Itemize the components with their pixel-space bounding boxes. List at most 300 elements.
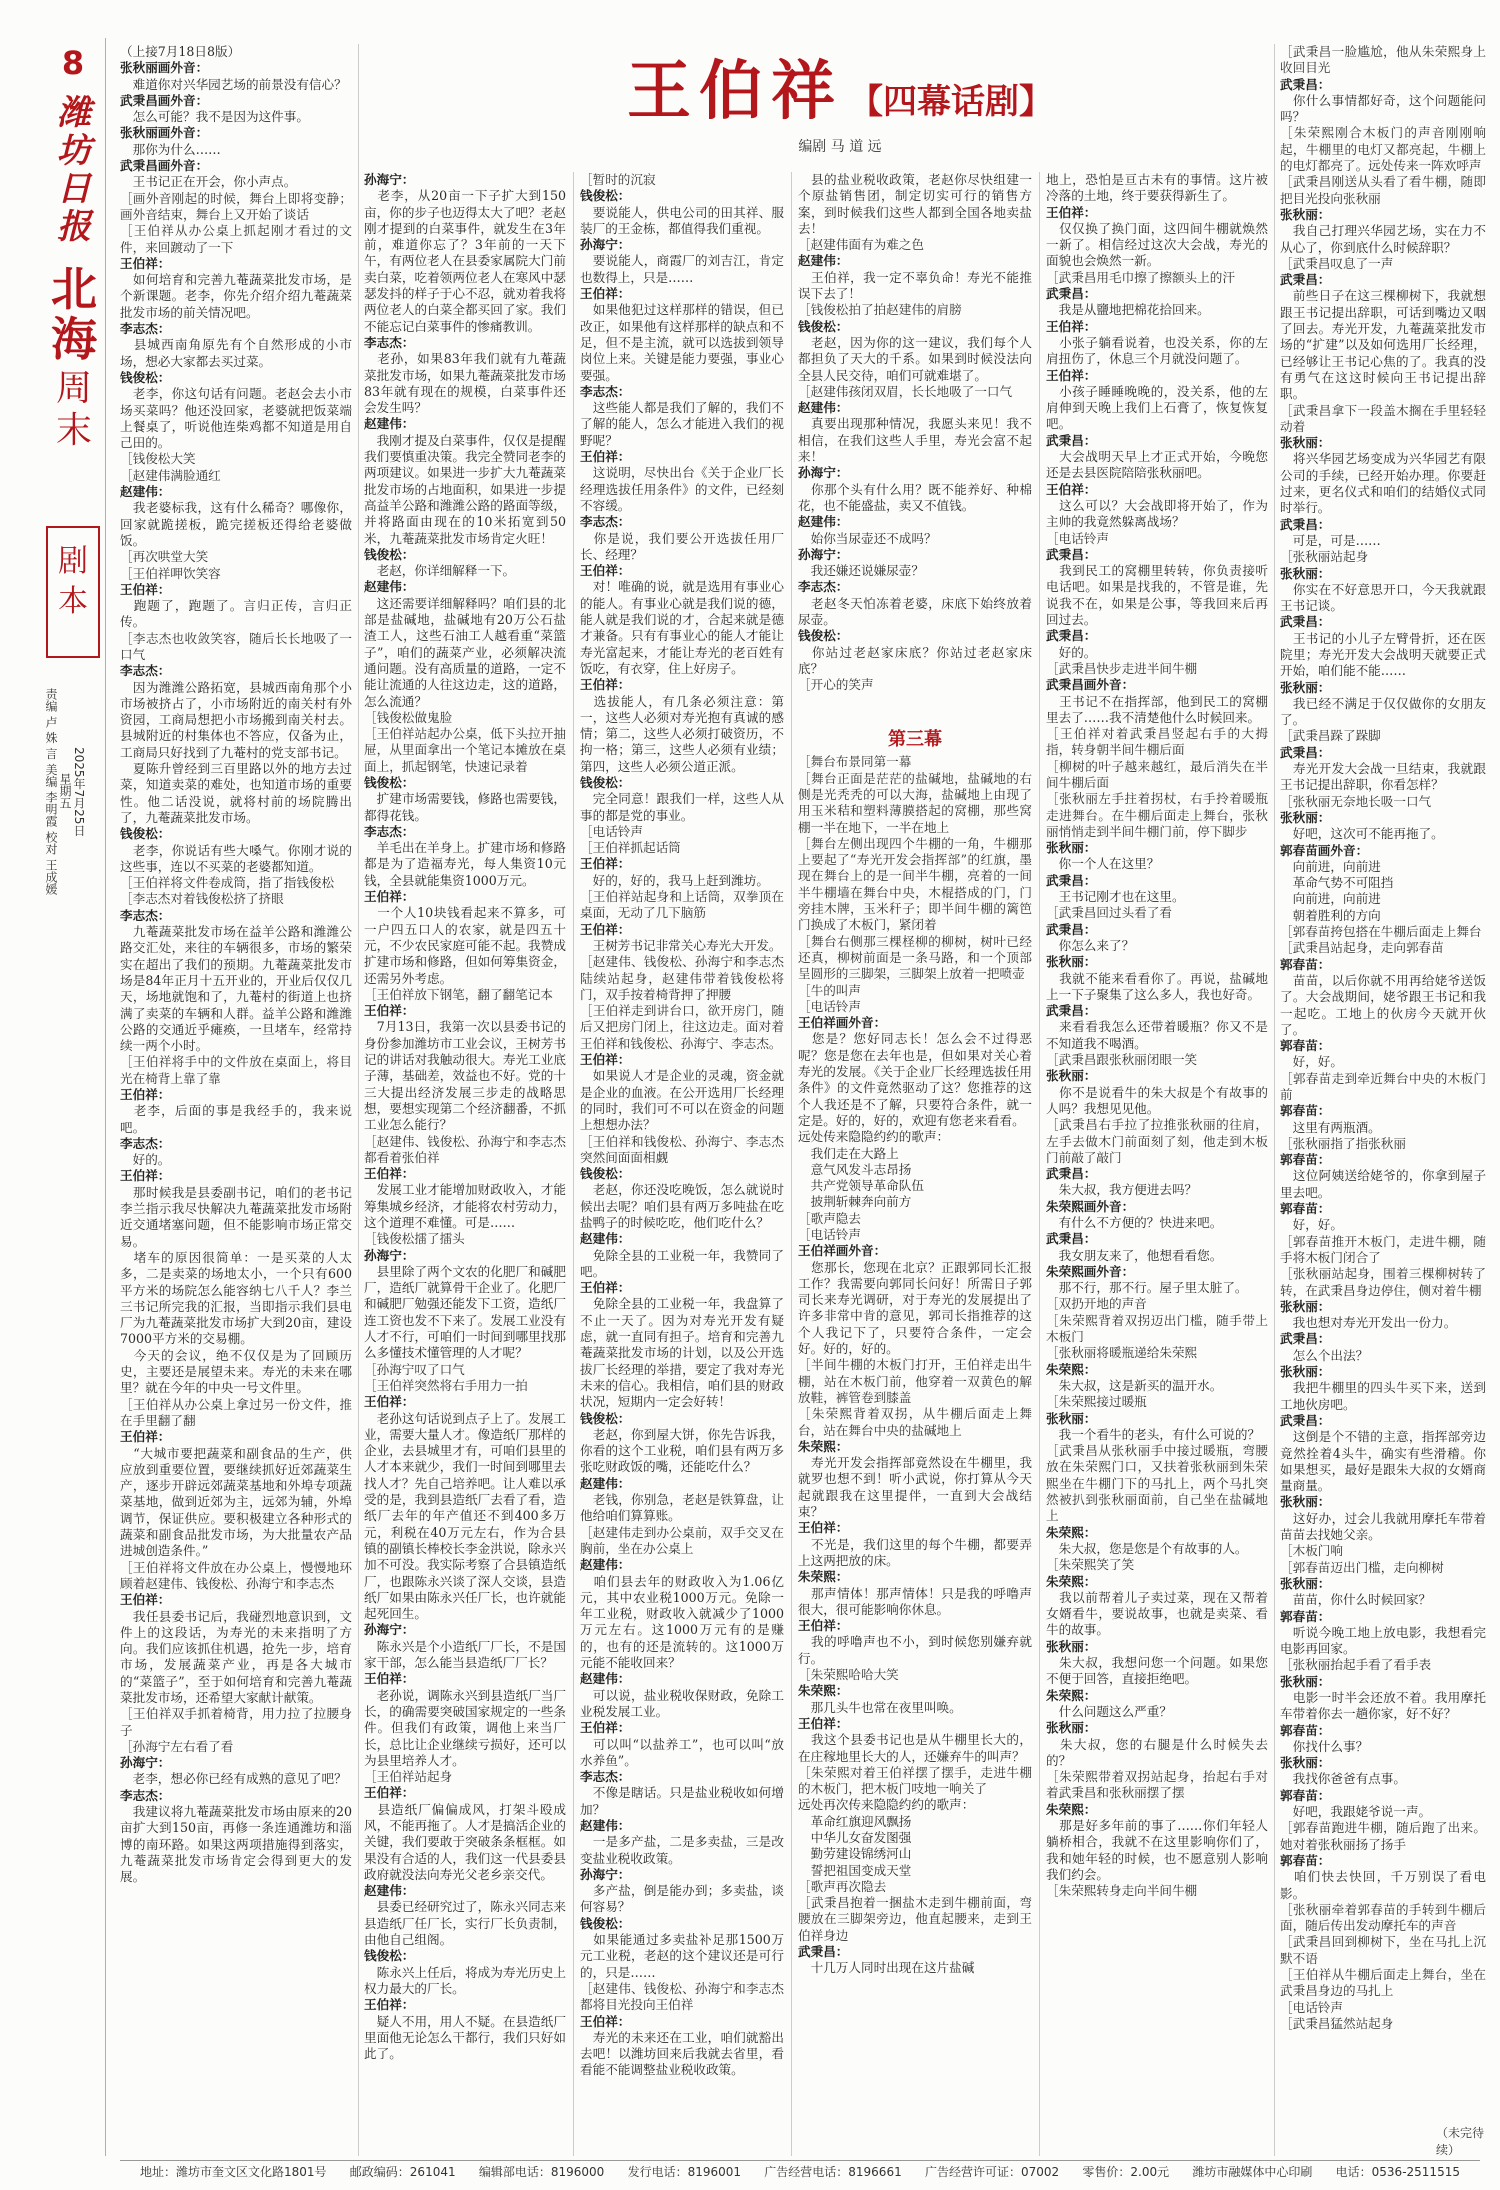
column-badge: 剧本 xyxy=(46,526,100,658)
stage-direction: ［李志杰也收敛笑容，随后长长地吸了一口气 xyxy=(120,630,352,662)
speaker-name: 李志杰： xyxy=(120,907,171,923)
dialogue-line: 这位阿姨送给姥爷的，你拿到屋子里去吧。 xyxy=(1280,1168,1486,1200)
stage-direction: ［武秉昌右手拉了拉推张秋丽的往肩，左手去做木门前面刻了刻，他走到木板门前敲了敲门 xyxy=(1046,1117,1268,1165)
dialogue-line: 咱们县去年的财政收入为1.06亿元，其中农业税1000万元。免除一年工业税，财政收入就减少了1000万元左右。这1000万元有的是赚的，也有的还是流转的。这1000万元能不能收回来？ xyxy=(580,1573,784,1671)
speaker-name: 钱俊松： xyxy=(580,1410,631,1426)
title-sub: 【四幕话剧】 xyxy=(849,82,1053,122)
dialogue-line: 我把牛棚里的四头牛买下来，送到工地伙房吧。 xyxy=(1280,1380,1486,1412)
dialogue-line: 寿光开发大会战一旦结束，我就跟王书记提出辞职，你看怎样？ xyxy=(1280,761,1486,793)
dialogue-line: 向前进，向前进 xyxy=(1280,891,1381,907)
issue-meta xyxy=(44,688,86,909)
dialogue-line: 我建议将九菴蔬菜批发市场由原来的20亩扩大到150亩，再修一条连通潍坊和淄博的南环路。如果这两项措施得到落实，九菴蔬菜批发市场肯定会得到更大的发展。 xyxy=(120,1804,352,1885)
dialogue-line: 老李，你这句话有问题。老赵会去小市场买菜吗？他还没回家，老婆就把饭菜端上餐桌了，听说他连柴鸡都不知道是用自己田的。 xyxy=(120,386,352,451)
dialogue-line: 您那长，您现在北京？正跟郭同长汇报工作？我需要向郭同长问好！所需日子郭司长来寿光调研，对于寿光的发展提出了许多非常中肯的意见，郭司长指推荐的这个人我记下了，只要符合条件，一定会好。好的，好的。 xyxy=(798,1259,1032,1357)
speaker-name: 朱荣熙画外音： xyxy=(1046,1198,1135,1214)
dialogue-line: 今天的会议，绝不仅仅是为了回顾历史，主要还是展望未来。寿光的未来在哪里？就在今年的中央一号文件里。 xyxy=(120,1347,352,1396)
speaker-name: 王伯祥： xyxy=(120,1592,171,1608)
stage-direction: ［电话铃声 xyxy=(1046,530,1109,546)
stage-direction: ［王伯祥抓起话筒 xyxy=(580,840,681,856)
dialogue-line: 你一个人在这里？ xyxy=(1046,856,1160,872)
dialogue-line: 陈永兴上任后，将成为寿光历史上权力最大的厂长。 xyxy=(364,1964,566,1996)
dialogue-line: 老钱，你别急，老赵是铁算盘，让他给咱们算算账。 xyxy=(580,1492,784,1524)
stage-direction: ［朱荣熙哈哈大笑 xyxy=(798,1667,899,1683)
dialogue-line: 王树芳书记非常关心寿光大开发。 xyxy=(580,937,782,953)
column-divider xyxy=(573,172,574,2156)
speaker-name: 王伯祥： xyxy=(120,255,171,271)
dialogue-line: 誓把祖国变成天堂 xyxy=(798,1862,912,1878)
dialogue-line: 可以说，盐业税收保财政，免除工业税发展工业。 xyxy=(580,1687,784,1719)
speaker-name: 赵建伟： xyxy=(364,1883,415,1899)
speaker-name: 赵建伟： xyxy=(580,1557,631,1573)
stage-direction: ［武秉昌回过头看了看 xyxy=(1046,905,1172,921)
dialogue-line: 我刚才提及白菜事件，仅仅是提醒我们要慎重决策。我完全赞同老李的两项建议。如果进一步扩大九菴蔬菜批发市场的占地面积，如果进一步提高益羊公路和潍潍公路的路面等级，并将路面由现在的10米拓宽到50米，九菴蔬菜批发市场肯定火旺！ xyxy=(364,432,566,546)
speaker-name: 王伯祥： xyxy=(580,856,631,872)
dialogue-line: 王书记正在开会，你小声点。 xyxy=(120,174,297,190)
stage-direction: ［赵建伟面有为难之色 xyxy=(798,237,924,253)
dialogue-line: 县的盐业税收政策，老赵你尽快组建一个原盐销售团，制定切实可行的销售方案，到时候我们这些人都到全国各地卖盐去！ xyxy=(798,172,1032,236)
author-credit: 编剧 马 道 远 xyxy=(798,139,882,155)
stage-direction: ［钱俊松大笑 xyxy=(120,451,196,467)
dialogue-line: 那你为什么…… xyxy=(120,141,221,157)
stage-direction: ［武秉昌一脸尴尬，他从朱荣熙身上收回目光 xyxy=(1280,44,1486,76)
dialogue-line: （上接7月18日8版） xyxy=(120,44,241,59)
dialogue-line: 朱大叔，您的右腿是什么时候失去的？ xyxy=(1046,1736,1268,1768)
speaker-name: 王伯祥： xyxy=(580,921,631,937)
text-column-2 xyxy=(364,172,566,2156)
dialogue-line: 您是？您好同志长！怎么会不过得恶呢？您是您在去年也是，但如果对关心着寿光的发展。《关于企业厂长经理选拔任用条件》的文件竟然驱动了这？您推荐的这个人我还是不了解，只要符合条件，就一定是。好的，好的，欢迎有您老来看看。 xyxy=(798,1031,1032,1128)
dialogue-line: 小张子躺看说着，也没关系，你的左肩扭伤了，休息三个月就没问题了。 xyxy=(1046,334,1268,367)
stage-direction: ［赵建伟、钱俊松、孙海宁和李志杰都将目光投向王伯祥 xyxy=(580,1980,784,2013)
speaker-name: 王伯祥： xyxy=(798,1520,849,1536)
stage-direction: ［舞台右侧那三棵柽柳的柳树，树叶已经还真，柳树前面是一条马路，和一个顶部呈圆形的三脚架，三脚架上放着一把喷壶 xyxy=(798,933,1032,982)
dialogue-line: 朱大叔，这是新买的温开水。 xyxy=(1046,1377,1223,1393)
dialogue-line: 好吧，我跟姥爷说一声。 xyxy=(1280,1804,1432,1820)
speaker-name: 李志杰： xyxy=(120,663,171,679)
stage-direction: ［朱荣熙刚合木板门的声音刚刚响起，牛棚里的电灯又都亮起，牛棚上的电灯都亮了。远处传来一阵欢呼声 xyxy=(1280,125,1486,174)
stage-direction: ［钱俊松做鬼脸 xyxy=(364,709,453,725)
dialogue-line: 我到民工的窝棚里转转，你负责接听电话吧。如果是找我的，不管是谁，先说我不在，如果是公事，等我回来后再回过去。 xyxy=(1046,563,1268,628)
dialogue-line: 怎么可能？我不是因为这件事。 xyxy=(120,109,309,125)
stage-direction: ［王伯祥站起办公桌，低下头拉开抽屉，从里面拿出一个笔记本摊放在桌面上，抓起钢笔，快速记录着 xyxy=(364,726,566,774)
speaker-name: 钱俊松： xyxy=(364,546,415,562)
dialogue-line: 朱大叔，我方便进去吗？ xyxy=(1046,1182,1198,1198)
stage-direction: ［武秉昌回到柳树下，坐在马扎上沉默不语 xyxy=(1280,1934,1486,1966)
speaker-name: 王伯祥： xyxy=(120,581,171,597)
dialogue-line: 寿光的未来还在工业，咱们就豁出去吧！以潍坊回来后我就去省里，看看能不能调整盐业税收政策。 xyxy=(580,2029,784,2078)
stage-direction: ［朱荣熙笑了笑 xyxy=(1046,1557,1135,1573)
dialogue-line: 来看看我怎么还带着暖瓶？你又不是不知道我不喝酒。 xyxy=(1046,1019,1268,1051)
dialogue-line: 苗苗，以后你就不用再给姥爷送饭了。大会战期间，姥爷跟王书记和我一起吃。工地上的伙房今天就开伙了。 xyxy=(1280,972,1486,1037)
stage-direction: ［武秉昌刚送从头看了看牛棚，随即把目光投向张秋丽 xyxy=(1280,174,1486,206)
dialogue-line: 我们走在大路上 xyxy=(798,1145,899,1161)
speaker-name: 武秉昌： xyxy=(1046,628,1097,644)
stage-direction: ［武秉昌跟张秋丽闭眼一笑 xyxy=(1046,1052,1198,1068)
dialogue-line: 那时候我是县委副书记，咱们的老书记李兰指示我尽快解决九菴蔬菜批发市场附近交通堵塞问题，但不能影响市场正常交易。 xyxy=(120,1184,352,1249)
stage-direction: ［牛的叫声 xyxy=(798,982,861,998)
dialogue-line: 如何培育和完善九菴蔬菜批发市场，是个新课题。老李，你先介绍介绍九菴蔬菜批发市场的前关情况吧。 xyxy=(120,272,352,320)
stage-direction: ［王伯祥和钱俊松、孙海宁、李志杰突然间面面相觑 xyxy=(580,1133,784,1165)
dialogue-line: 王伯祥，我一定不辜负命！寿光不能推误下去了！ xyxy=(798,269,1032,302)
stage-direction: ［武秉昌用毛巾擦了擦额头上的汗 xyxy=(1046,269,1235,285)
stage-direction: ［朱荣熙背着双拐迈出门槛，随手带上木板门 xyxy=(1046,1312,1268,1345)
speaker-name: 王伯祥： xyxy=(364,1003,415,1019)
dialogue-line: 这些能人都是我们了解的，我们不了解的能人，怎么才能进入我们的视野呢？ xyxy=(580,400,784,448)
speaker-name: 郭春苗： xyxy=(1280,1722,1331,1738)
dialogue-line: 朱大叔，我想问您一个问题。如果您不便于回答，直接拒绝吧。 xyxy=(1046,1655,1268,1687)
speaker-name: 赵建伟： xyxy=(120,484,171,500)
speaker-name: 王伯祥： xyxy=(580,563,631,579)
speaker-name: 李志杰： xyxy=(580,1769,631,1785)
stage-direction: ［武秉昌拿下一段盖木搁在手里轻轻动着 xyxy=(1280,402,1486,434)
dialogue-line: 老赵，因为你的这一建议，我们每个人都担负了天大的千系。如果到时候没法向全县人民交待，咱们可就难堪了。 xyxy=(798,334,1032,383)
dialogue-line: 革命红旗迎风飘扬 xyxy=(798,1813,912,1829)
dialogue-line: 这好办，过会儿我就用摩托车带着苗苗去找她父亲。 xyxy=(1280,1510,1486,1543)
dialogue-line: 朝着胜利的方向 xyxy=(1280,907,1381,923)
dialogue-line: 这还需要详细解释吗？咱们县的北部是盐碱地，盐碱地有20万公石盐渣工人，这些石油工人越看重“菜篮子”，咱们的蔬菜产业，必须解决流通问题。没有高质量的道路，一定不能让流通的人往这边走，这的道路，怎么流通？ xyxy=(364,595,566,709)
dialogue-line: 咱们快去快回，千万别误了看电影。 xyxy=(1280,1869,1486,1901)
speaker-name: 孙海宁： xyxy=(364,1622,415,1638)
dialogue-line: 远处再次传来隐隐约约的歌声： xyxy=(798,1797,975,1813)
speaker-name: 张秋丽： xyxy=(1280,206,1331,222)
dialogue-line: 发展工业才能增加财政收入，才能筹集城乡经济，才能将农村劳动力，这个道理不难懂。可是…… xyxy=(364,1182,566,1230)
dialogue-line: 可是，可是…… xyxy=(1280,532,1381,548)
speaker-name: 孙海宁： xyxy=(580,237,631,253)
dialogue-line: “大城市要把蔬菜和副食品的生产，供应放到重要位置，要继续抓好近郊蔬菜生产，逐步开辟远郊蔬菜基地和外埠专项蔬菜基地，做到近郊为主，远郊为辅，外埠调节，保证供应。要积极建立各种形式的蔬菜和副食品批发市场，为大批量农产品进城创造条件。” xyxy=(120,1445,352,1559)
stage-direction: ［半间牛棚的木板门打开，王伯祥走出牛棚，站在木板门前，他穿着一双黄色的解放鞋，裤管卷到膝盖 xyxy=(798,1357,1032,1405)
footer-bar xyxy=(120,2160,1480,2182)
dialogue-line: 老李，后面的事是我经手的，我来说吧。 xyxy=(120,1103,352,1135)
speaker-name: 郭春苗： xyxy=(1280,1201,1331,1217)
stage-direction: ［朱荣熙转身走向半间牛棚 xyxy=(1046,1883,1198,1899)
footer-price: 零售价：2.00元 xyxy=(1082,2165,1170,2179)
stage-direction: ［张秋丽抬起手看了看手表 xyxy=(1280,1657,1432,1673)
speaker-name: 王伯祥画外音： xyxy=(798,1243,887,1259)
dialogue-line: 要说能人，供电公司的田其祥、服装厂的王金栋，都值得我们重视。 xyxy=(580,204,784,236)
dialogue-line: 你怎么来了？ xyxy=(1046,937,1135,953)
stage-direction: ［画外音刚起的时候，舞台上即将变静；画外音结束，舞台上又开始了谈话 xyxy=(120,190,352,222)
speaker-name: 朱荣熙： xyxy=(1046,1687,1097,1703)
speaker-name: 武秉昌： xyxy=(1280,614,1331,630)
speaker-name: 朱荣熙画外音： xyxy=(1046,1263,1135,1279)
speaker-name: 张秋丽画外音： xyxy=(120,60,209,76)
speaker-name: 张秋丽： xyxy=(1280,1575,1331,1591)
speaker-name: 李志杰： xyxy=(120,1787,171,1803)
speaker-name: 郭春苗： xyxy=(1280,1608,1331,1624)
speaker-name: 朱荣熙： xyxy=(1046,1801,1097,1817)
speaker-name: 张秋丽画外音： xyxy=(120,125,209,141)
stage-direction: ［王伯祥站起身和上话筒，双拳顶在桌面，无动了几下脑筋 xyxy=(580,889,784,921)
text-column-6 xyxy=(1280,44,1486,2156)
speaker-name: 武秉昌： xyxy=(798,1944,849,1960)
speaker-name: 朱荣熙： xyxy=(798,1569,849,1585)
dialogue-line: 扩建市场需要钱，修路也需要钱，都得花钱。 xyxy=(364,791,566,823)
stage-direction: ［暂时的沉寂 xyxy=(580,172,656,187)
stage-direction: ［王伯祥从办公桌上抓起刚才看过的文件，来回踱动了一下 xyxy=(120,223,352,255)
stage-direction: ［钱俊松拍了拍赵建伟的肩膀 xyxy=(798,302,962,318)
speaker-name: 朱荣熙： xyxy=(1046,1524,1097,1540)
dialogue-line: 夏陈升曾经到三百里路以外的地方去过菜，知道卖菜的难处，也知道市场的重要性。他二话没说，就将村前的场院腾出了，九菴蔬菜批发市场。 xyxy=(120,761,352,825)
speaker-name: 钱俊松： xyxy=(120,826,171,842)
dialogue-line: 老赵冬天怕冻着老婆，床底下始终放着尿壶。 xyxy=(798,595,1032,628)
dialogue-line: 共产党领导革命队伍 xyxy=(798,1178,924,1194)
stage-direction: ［赵建伟、钱俊松、孙海宁和李志杰都看着张伯祥 xyxy=(364,1133,566,1165)
dialogue-line: 如果能通过多卖盐补足那1500万元工业税，老赵的这个建议还是可行的，只是…… xyxy=(580,1932,784,1980)
dialogue-line: 因为潍潍公路拓宽，县城西南角那个小市场被挤占了，小市场附近的南关村有外资园，工商局想把小市场搬到南关村去。县城附近的村集体也不答应，仅备为止，工商局只好找到了九菴村的党支部书记。 xyxy=(120,679,352,760)
dialogue-line: 完全同意！跟我们一样，这些人从事的都是党的事业。 xyxy=(580,791,784,823)
footer-postcode: 邮政编码：261041 xyxy=(349,2165,456,2179)
dialogue-line: 十几万人同时出现在这片盐碱 xyxy=(798,1960,975,1976)
speaker-name: 武秉昌： xyxy=(1280,744,1331,760)
speaker-name: 王伯祥： xyxy=(364,1671,415,1687)
stage-direction: ［电话铃声 xyxy=(798,998,861,1014)
section-word: 周末 xyxy=(55,368,92,451)
dialogue-line: 县城西南角原先有个自然形成的小市场，想必大家都去买过菜。 xyxy=(120,337,352,369)
stage-direction: ［武秉昌从张秋丽手中接过暖瓶，弯腰放在朱荣熙门口，又扶着张秋丽到朱荣熙坐在牛棚门下的马扎上，两个马扎突然被扒到张秋丽面前，自己坐在盐碱地上 xyxy=(1046,1443,1268,1524)
footer-printer-tel: 电话：0536-2511515 xyxy=(1335,2165,1460,2179)
speaker-name: 钱俊松： xyxy=(364,774,415,790)
speaker-name: 王伯祥画外音： xyxy=(798,1015,887,1031)
stage-direction: ［王伯祥站起身 xyxy=(364,1769,453,1785)
dialogue-line: 我女朋友来了，他想看看您。 xyxy=(1046,1247,1223,1263)
stage-direction: ［舞台左侧出现四个牛棚的一角，牛棚那上要起了“寿光开发会指挥部”的红旗，墨现在舞台上的是一间半牛棚，亮着的一间半牛棚墙在舞台中央，木棍搭成的门，门旁挂木牌，玉米秆子；即半间牛棚的篱笆门换成了木板门，紧闭着 xyxy=(798,835,1032,933)
speaker-name: 王伯祥： xyxy=(364,1997,415,2013)
speaker-name: 李志杰： xyxy=(364,823,415,839)
text-column-1 xyxy=(120,44,352,2156)
dialogue-line: 好的。 xyxy=(1046,644,1097,660)
speaker-name: 赵建伟： xyxy=(580,1231,631,1247)
speaker-name: 武秉昌： xyxy=(1280,272,1331,288)
page-number: 8 xyxy=(61,44,85,82)
column-divider xyxy=(358,44,359,2156)
dialogue-line: 你实在不好意思开口，今天我就跟王书记谈。 xyxy=(1280,581,1486,614)
speaker-name: 李志杰： xyxy=(120,321,171,337)
dialogue-line: 我以前帮着儿子卖过菜，现在又帮着女婿看牛，要说故事，也就是卖菜、看牛的故事。 xyxy=(1046,1589,1268,1638)
speaker-name: 孙海宁： xyxy=(580,1866,631,1882)
dialogue-line: 好，好。 xyxy=(1280,1054,1343,1070)
stage-direction: ［朱荣熙对着王伯祥摆了摆手，走进牛棚的木板门，把木板门吱地一响关了 xyxy=(798,1764,1032,1797)
stage-direction: ［歌声再次隐去 xyxy=(798,1878,887,1894)
stage-direction: ［王伯祥双手抓着椅背，用力拉了拉腰身子 xyxy=(120,1706,352,1738)
speaker-name: 张秋丽： xyxy=(1280,565,1331,581)
dialogue-line: 县委已经研究过了，陈永兴同志来县造纸厂任厂长，实行厂长负责制，由他自己组阁。 xyxy=(364,1899,566,1948)
stage-direction: ［郭春苗推开木板门，走进牛棚，随手将木板门闭合了 xyxy=(1280,1233,1486,1265)
dialogue-line: 免除全县的工业税一年，我赞同了吧。 xyxy=(580,1247,784,1279)
speaker-name: 王伯祥： xyxy=(364,889,415,905)
speaker-name: 郭春苗： xyxy=(1280,1852,1331,1868)
stage-direction: ［钱俊松擂了擂头 xyxy=(364,1231,465,1247)
speaker-name: 王伯祥： xyxy=(364,1394,415,1410)
speaker-name: 朱荣熙： xyxy=(1046,1361,1097,1377)
speaker-name: 张秋丽： xyxy=(1280,679,1331,695)
stage-direction: ［王伯祥将文件卷成筒，指了指钱俊松 xyxy=(120,875,335,891)
dialogue-line: 向前进，向前进 xyxy=(1280,858,1381,874)
dialogue-line: 你是说，我们要公开选拔任用厂长、经理？ xyxy=(580,530,784,562)
speaker-name: 王伯祥： xyxy=(580,2013,631,2029)
stage-direction: ［武秉昌叹息了一声 xyxy=(1280,255,1394,271)
speaker-name: 王伯祥： xyxy=(798,1618,849,1634)
stage-direction: ［张秋丽左手拄着拐杖，右手拎着暖瓶走进舞台。在牛棚后面走上舞台，张秋丽悄悄走到半间牛棚门前，停下脚步 xyxy=(1046,791,1268,839)
stage-direction: ［双扔开地的声音 xyxy=(1046,1296,1147,1312)
footer-ad-tel: 广告经营电话：8196661 xyxy=(764,2165,902,2179)
dialogue-line: 真要出现那种情况，我愿头来见！我不相信，在我们这些人手里，寿光会富不起来！ xyxy=(798,416,1032,465)
speaker-name: 武秉昌： xyxy=(1046,1003,1097,1019)
speaker-name: 武秉昌： xyxy=(1046,872,1097,888)
dialogue-line: 我一个看牛的老头，有什么可说的？ xyxy=(1046,1426,1261,1442)
dialogue-line: 我自己打理兴华园艺场，实在力不从心了，你到底什么时候辞职？ xyxy=(1280,223,1486,255)
dialogue-line: 多产盐，倒是能办到；多卖盐，谈何容易？ xyxy=(580,1883,784,1915)
stage-direction: ［开心的笑声 xyxy=(798,677,874,693)
dialogue-line: 疑人不用，用人不疑。在县造纸厂里面他无论怎么干都行，我们只好如此了。 xyxy=(364,2013,566,2062)
speaker-name: 张秋丽： xyxy=(1046,954,1097,970)
dialogue-line xyxy=(798,694,1032,710)
speaker-name: 李志杰： xyxy=(798,579,849,595)
stage-direction: ［孙海宁左右看了看 xyxy=(120,1738,234,1754)
text-column-5 xyxy=(1046,172,1268,2156)
dialogue-line: 我是从鹽地把棉花拾回来。 xyxy=(1046,302,1210,318)
speaker-name: 张秋丽： xyxy=(1280,1673,1331,1689)
dialogue-line: 对！唯确的说，就是选用有事业心的能人。有事业心就是我们说的德，能人就是我们说的才，合起来就是德才兼备。只有有事业心的能人才能让寿光富起来，才能让寿光的老百姓有饭吃，有衣穿，住上好房子。 xyxy=(580,579,784,676)
footer-printer: 潍坊市融媒体中心印刷 xyxy=(1192,2165,1313,2179)
speaker-name: 钱俊松： xyxy=(580,188,631,204)
speaker-name: 孙海宁： xyxy=(120,1755,171,1771)
speaker-name: 郭春苗画外音： xyxy=(1280,842,1369,858)
stage-direction: ［武秉昌站起身，走向郭春苗 xyxy=(1280,940,1444,956)
dialogue-line: 县造纸厂偏偏成风，打架斗殴成风，不能再拖了。人才是搞活企业的关键，我们要敢于突破条条框框。如果没有合适的人，我们这一代县委县政府就没法向寿光父老乡亲交代。 xyxy=(364,1801,566,1882)
speaker-name: 武秉昌画外音： xyxy=(120,158,209,174)
dialogue-line: 老孙，如果83年我们就有九菴蔬菜批发市场，如果九菴蔬菜批发市场83年就有现在的规模，白菜事件还会发生吗？ xyxy=(364,351,566,416)
speaker-name: 郭春苗： xyxy=(1280,1103,1331,1119)
dialogue-line: 我就不能来看看你了。再说，盐碱地上一下子聚集了这么多人，我也好奇。 xyxy=(1046,970,1268,1002)
speaker-name: 孙海宁： xyxy=(364,172,415,187)
dialogue-line: 好的，好的，我马上赶到潍坊。 xyxy=(580,872,769,888)
stage-direction: ［武秉昌跺了跺脚 xyxy=(1280,728,1381,744)
dialogue-line: 免除全县的工业税一年，我盘算了不止一天了。因为对寿光开发有疑虑，就一直同有担子。培育和完善九菴蔬菜批发市场的计划，以及公开选拔厂长经理的举措，要定了我对寿光未来的信心。我相信，咱们县的财政状况，短期内一定会好转！ xyxy=(580,1296,784,1410)
brand-logo: 北海 xyxy=(51,262,97,366)
dialogue-line: 我任县委书记后，我碰烈地意识到，文件上的这段话，为寿光的未来指明了方向。我们应该抓住机遇，抢先一步，培育市场，发展蔬菜产业，再是各大城市的“菜篮子”，至于如何培育和完善九菴蔬菜批发市场，还希望大家献计献策。 xyxy=(120,1608,352,1705)
speaker-name: 武秉昌： xyxy=(1046,546,1097,562)
issue-date: 2025年7月25日 xyxy=(72,746,86,837)
stage-direction: ［朱荣熙接过暖瓶 xyxy=(1046,1394,1147,1410)
speaker-name: 孙海宁： xyxy=(798,546,849,562)
dialogue-line: 那声情体！那声情体！只是我的呼噜声很大，很可能影响你休息。 xyxy=(798,1585,1032,1617)
stage-direction: ［电话铃声 xyxy=(798,1227,861,1242)
dialogue-line: 这倒是个不错的主意，指挥部旁边竟然拴着4头牛，确实有些滑稽。你如果想买，最好是跟朱大叔的女婿商量商量。 xyxy=(1280,1429,1486,1494)
dialogue-line: 堵车的原因很简单：一是买菜的人太多，二是卖菜的场地太小，一个只有600平方米的场院怎么能容纳七八千人？李兰三书记所完我的汇报，当即指示我们县电厂为九菴蔬菜批发市场扩大到20亩，建设7000平方米的交易棚。 xyxy=(120,1249,352,1347)
speaker-name: 赵建伟： xyxy=(798,400,849,416)
speaker-name: 武秉昌画外音： xyxy=(120,92,209,108)
dialogue-line: 苗苗，你什么时候回家？ xyxy=(1280,1592,1432,1608)
dialogue-line: 县里除了两个文农的化肥厂和碱肥厂，造纸厂就算骨干企业了。化肥厂和碱肥厂勉强还能发下工资，造纸厂连工资也发不下来了。发展工业没有人才不行，可咱们一时间到哪里找那么多懂技术懂管理的人才呢？ xyxy=(364,1263,566,1361)
speaker-name: 王伯祥： xyxy=(120,1087,171,1102)
stage-direction: ［武秉昌抱着一捆盐木走到牛棚前面，弯腰放在三脚架旁边，他直起腰来，走到王伯祥身边 xyxy=(798,1895,1032,1943)
speaker-name: 武秉昌： xyxy=(1046,286,1097,302)
dialogue-line: 要说能人，商霞厂的刘吉江，肯定也数得上，只是…… xyxy=(580,253,784,285)
dialogue-line: 仅仅换了换门面，这四间牛棚就焕然一新了。相信经过这次大会战，寿光的面貌也会焕然一新。 xyxy=(1046,220,1268,269)
speaker-name: 李志杰： xyxy=(120,1135,171,1151)
dialogue-line: 一个人10块钱看起来不算多，可一户四五口人的农家，就是四五十元，不少农民家庭可能不起。我赞成扩建市场和修路，但如何筹集资金，还需另外考虑。 xyxy=(364,905,566,986)
dialogue-line: 王书记不在指挥部，他到民工的窝棚里去了……我不清楚他什么时候回来。 xyxy=(1046,693,1268,725)
dialogue-line: 前些日子在这三棵柳树下，我就想跟王书记提出辞职，可话到嘴边又咽了回去。寿光开发，九菴蔬菜批发市场的“扩建”以及如何选用厂长经理，已经够让王书记心焦的了。我真的没有勇气在这这时候向王书记提出辞职。 xyxy=(1280,288,1486,402)
stage-direction: ［张秋丽指了指张秋丽 xyxy=(1280,1135,1406,1151)
dialogue-line: 如果说人才是企业的灵魂，资金就是企业的血液。在公开选用厂长经理的同时，我们可不可以在资金的问题上想想办法？ xyxy=(580,1068,784,1133)
dialogue-line: 老赵，你还没吃晚饭，怎么就说时候出去呢？咱们县有两万多吨盐在吃盐鸭子的时候吃吃，他们吃什么？ xyxy=(580,1182,784,1230)
dialogue-line: 什么问题这么严重？ xyxy=(1046,1703,1172,1719)
dialogue-line: 你站过老赵家床底？你站过老赵家床底？ xyxy=(798,644,1032,676)
dialogue-line: 我这个县委书记也是从牛棚里长大的，在庄稼地里长大的人，还嫌弃牛的叫声？ xyxy=(798,1732,1032,1764)
dialogue-line: 7月13日，我第一次以县委书记的身份参加潍坊市工业会议，王树芳书记的讲话对我触动很大。寿光工业底子薄，基础差，效益也不好。党的十三大提出经济发展三步走的战略思想，要想实现第二个经济翻番，不抓工业怎么能行？ xyxy=(364,1019,566,1133)
dialogue-line: 好，好。 xyxy=(1280,1217,1343,1233)
footer-distribution-tel: 发行电话：8196001 xyxy=(627,2165,742,2179)
stage-direction: ［木板门响 xyxy=(1280,1543,1343,1559)
speaker-name: 赵建伟： xyxy=(364,416,415,432)
speaker-name: 王伯祥： xyxy=(1046,318,1097,334)
column-divider xyxy=(1039,172,1040,2156)
speaker-name: 王伯祥： xyxy=(580,286,631,302)
speaker-name: 郭春苗： xyxy=(1280,956,1331,972)
speaker-name: 王伯祥： xyxy=(364,1785,415,1801)
dialogue-line: 始你当尿壶还不成吗？ xyxy=(798,530,937,546)
dialogue-line: 地上，恐怕是亘古未有的事情。这片被冷落的土地，终于要获得新生了。 xyxy=(1046,172,1268,204)
stage-direction: ［歌声隐去 xyxy=(798,1210,861,1226)
dialogue-line: 我找你爸爸有点事。 xyxy=(1280,1771,1406,1787)
speaker-name: 赵建伟： xyxy=(798,253,849,269)
stage-direction: ［孙海宁叹了口气 xyxy=(364,1361,465,1377)
speaker-name: 张秋丽： xyxy=(1280,809,1331,825)
speaker-name: 朱荣熙： xyxy=(798,1683,849,1699)
speaker-name: 钱俊松： xyxy=(798,628,849,644)
dialogue-line: 这里有两瓶酒。 xyxy=(1280,1119,1381,1135)
stage-direction: ［再次哄堂大笑 xyxy=(120,549,209,565)
stage-direction: ［赵建伟孩闭双眉，长长地吸了一口气 xyxy=(798,383,1013,399)
speaker-name: 钱俊松： xyxy=(580,1166,631,1182)
dialogue-line: 老孙说，调陈永兴到县造纸厂当厂长，的确需要突破国家规定的一些条件。但我们有政策，调他上来当厂长，总比让企业继续亏损好，还可以为县里培养人才。 xyxy=(364,1687,566,1768)
footer-license: 广告经营许可证：07002 xyxy=(924,2165,1060,2179)
speaker-name: 郭春苗： xyxy=(1280,1038,1331,1054)
dialogue-line: 朱大叔，您是您是个有故事的人。 xyxy=(1046,1540,1248,1556)
speaker-name: 王伯祥： xyxy=(120,1429,171,1445)
speaker-name: 朱荣熙： xyxy=(798,1438,849,1454)
speaker-name: 王伯祥： xyxy=(1046,481,1097,497)
dialogue-line: 难道你对兴华园艺场的前景没有信心？ xyxy=(120,76,347,92)
dialogue-line: 那不行，那不行。屋子里太脏了。 xyxy=(1046,1280,1248,1296)
speaker-name: 武秉昌： xyxy=(1280,76,1331,92)
dialogue-line: 选拔能人，有几条必须注意：第一，这些人必须对寿光抱有真诚的感情；第二，这些人必须打破资历，不拘一格；第三，这些人必须有业绩；第四，这些人必须公道正派。 xyxy=(580,693,784,774)
stage-direction: ［赵建伟走到办公桌前，双手交叉在胸前，坐在办公桌上 xyxy=(580,1524,784,1556)
speaker-name: 武秉昌： xyxy=(1280,1412,1331,1428)
speaker-name: 钱俊松： xyxy=(120,369,171,385)
dialogue-line: 我还嫌还说嫌尿壶？ xyxy=(798,563,924,579)
act-heading: 第三幕 xyxy=(888,729,942,751)
dialogue-line: 那是好多年前的事了……你们年轻人躺桥相合，我就不在这里影响你们了，我和她年轻的时候，也不愿意别人影响我们约会。 xyxy=(1046,1817,1268,1882)
speaker-name: 武秉昌： xyxy=(1046,921,1097,937)
dialogue-line: 革命气势不可阻挡 xyxy=(1280,875,1394,891)
stage-direction: ［郭春苗挎包搭在牛棚后面走上舞台 xyxy=(1280,924,1482,940)
stage-direction: ［王伯祥将手中的文件放在桌面上，将目光在椅背上靠了靠 xyxy=(120,1054,352,1086)
stage-direction: ［赵建伟、钱俊松、孙海宁和李志杰陆续站起身，赵建伟带着钱俊松将门，双手按着椅背押了押腰 xyxy=(580,954,784,1002)
speaker-name: 赵建伟： xyxy=(580,1671,631,1687)
text-column-3 xyxy=(580,172,784,2156)
dialogue-line: 王书记的小儿子左臂骨折，还在医院里；寿光开发大会战明天就要正式开始，咱们能不能…… xyxy=(1280,630,1486,679)
speaker-name: 武秉昌： xyxy=(1280,516,1331,532)
speaker-name: 张秋丽： xyxy=(1280,1298,1331,1314)
dialogue-line: 羊毛出在羊身上。扩建市场和修路都是为了造福寿光，每人集资10元钱，全县就能集资1000万元。 xyxy=(364,840,566,888)
dialogue-line: 好的。 xyxy=(120,1152,171,1168)
dialogue-line: 你不是说看牛的朱大叔是个有故事的人吗？我想见见他。 xyxy=(1046,1084,1268,1116)
stage-direction: ［电话铃声 xyxy=(1280,1999,1343,2015)
stage-direction: ［赵建伟满脸通红 xyxy=(120,467,221,483)
dialogue-line: 我已经不满足于仅仅做你的女朋友了。 xyxy=(1280,695,1486,728)
dialogue-line: 这说明，尽快出台《关于企业厂长经理选拔任用条件》的文件，已经刻不容缓。 xyxy=(580,465,784,513)
